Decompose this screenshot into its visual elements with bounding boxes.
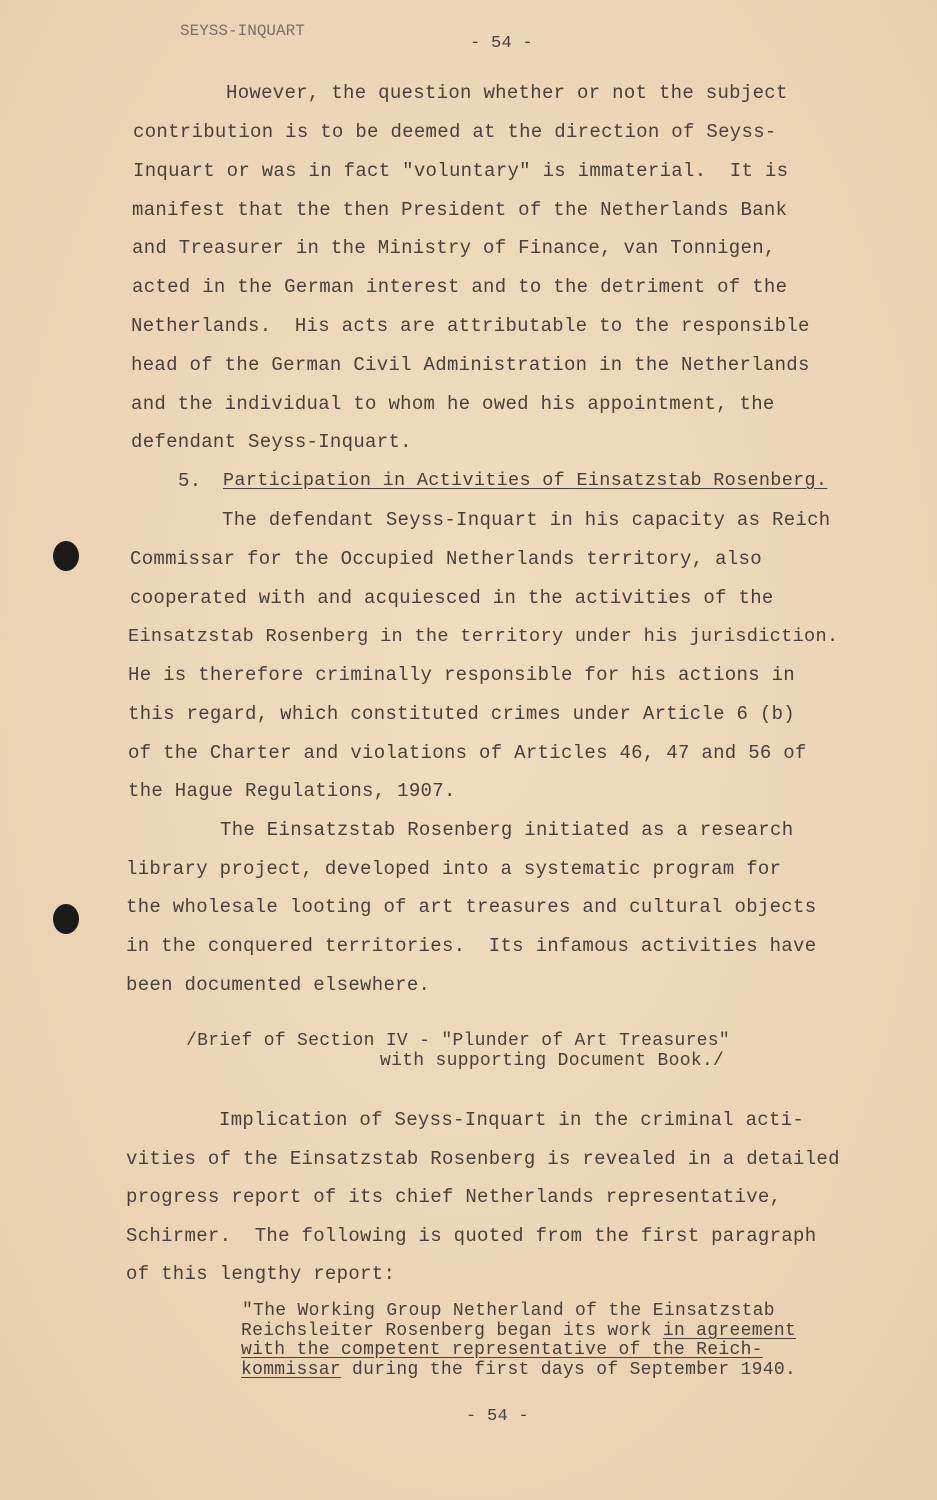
- text-line: the Hague Regulations, 1907.: [128, 780, 456, 802]
- text-line: and the individual to whom he owed his appointment, the: [131, 393, 775, 415]
- text-line: library project, developed into a systematic program for: [126, 858, 782, 880]
- text-line: Schirmer. The following is quoted from the first paragraph: [126, 1225, 817, 1247]
- text-line: of the Charter and violations of Articles 46, 47 and 56 of: [128, 742, 807, 764]
- text-line: Einsatzstab Rosenberg in the territory under his jurisdiction.: [128, 626, 839, 647]
- quote-line: [241, 1321, 796, 1341]
- punch-hole-mark: [53, 904, 79, 934]
- text-line: Netherlands. His acts are attributable to the responsible: [131, 315, 810, 337]
- text-line: this regard, which constituted crimes under Article 6 (b): [128, 703, 796, 725]
- page-number-top: - 54 -: [470, 34, 534, 53]
- text-line: However, the question whether or not the subject: [226, 82, 788, 104]
- running-head: SEYSS-INQUART: [180, 22, 305, 40]
- page-number-bottom: - 54 -: [466, 1407, 530, 1426]
- text-line: the wholesale looting of art treasures and cultural objects: [126, 896, 817, 918]
- punch-hole-mark: [53, 541, 79, 571]
- text-line: Inquart or was in fact "voluntary" is immaterial. It is: [133, 160, 789, 182]
- quote-underlined-text: kommissar: [241, 1360, 341, 1380]
- quote-text: Reichsleiter Rosenberg began its work: [241, 1321, 663, 1341]
- text-line: The defendant Seyss-Inquart in his capacity as Reich: [222, 509, 831, 531]
- quote-underlined-text: with the competent representative of the Reich-: [241, 1340, 763, 1360]
- text-line: cooperated with and acquiesced in the activities of the: [130, 587, 774, 609]
- text-line: vities of the Einsatzstab Rosenberg is revealed in a detailed: [126, 1148, 840, 1170]
- text-line: The Einsatzstab Rosenberg initiated as a research: [220, 819, 794, 841]
- text-line: acted in the German interest and to the detriment of the: [132, 276, 788, 298]
- text-line: progress report of its chief Netherlands representative,: [126, 1186, 782, 1208]
- section-number: 5.: [178, 470, 202, 492]
- quote-text: during the first days of September 1940.: [340, 1360, 797, 1380]
- text-line: Implication of Seyss-Inquart in the criminal acti-: [219, 1109, 805, 1131]
- quote-underlined-text: in agreement: [662, 1321, 797, 1341]
- text-line: in the conquered territories. Its infamous activities have: [126, 935, 817, 957]
- text-line: and Treasurer in the Ministry of Finance, van Tonnigen,: [132, 237, 776, 259]
- bracket-note-line-2: with supporting Document Book./: [380, 1051, 725, 1071]
- text-line: Commissar for the Occupied Netherlands territory, also: [130, 548, 762, 570]
- text-line: manifest that the then President of the Netherlands Bank: [132, 199, 788, 221]
- text-line: He is therefore criminally responsible for his actions in: [128, 664, 796, 686]
- text-line: head of the German Civil Administration in the Netherlands: [131, 354, 810, 376]
- quote-line: [241, 1360, 796, 1380]
- text-line: been documented elsewhere.: [126, 974, 431, 996]
- text-line: defendant Seyss-Inquart.: [131, 431, 412, 453]
- bracket-note-line-1: /Brief of Section IV - "Plunder of Art Treasures": [186, 1031, 730, 1051]
- section-title: Participation in Activities of Einsatzstab Rosenberg.: [223, 470, 828, 491]
- quote-line: "The Working Group Netherland of the Einsatzstab: [242, 1301, 775, 1321]
- text-line: contribution is to be deemed at the direction of Seyss-: [133, 121, 777, 143]
- text-line: of this lengthy report:: [126, 1263, 396, 1285]
